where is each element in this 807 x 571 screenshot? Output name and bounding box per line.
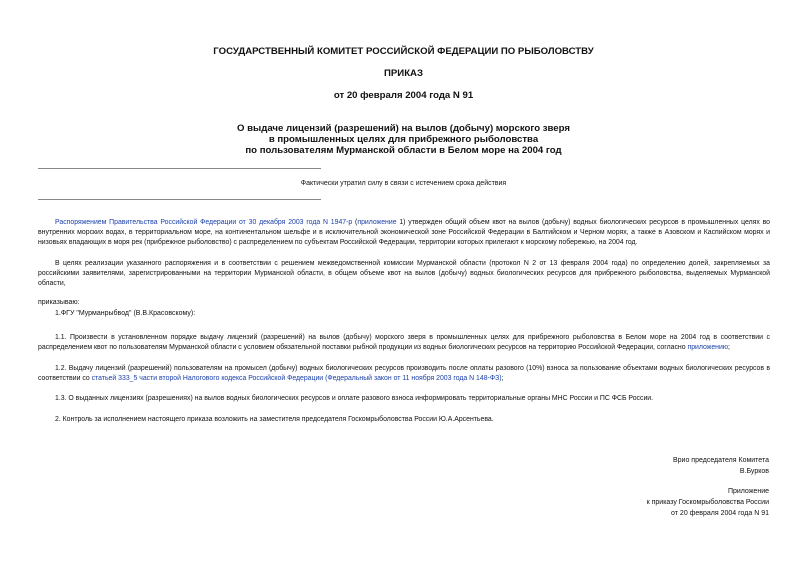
item-1-1-text: 1.1. Произвести в установленном порядке выдачу лицензий (разрешений) на вылов (добычу) морского зверя в промышленных целях для прибрежного рыболовства в Белом море на 2004 год в соответствии с распределением квот по пользователям Мурманской области с условием обязательной поставки рыбной продукции из водных биологических ресурсов на территорию Российской Федерации, согласно: [38, 334, 770, 351]
doc-date-number: от 20 февраля 2004 года N 91: [333, 90, 474, 101]
title-line-2: в промышленных целях для прибрежного рыболовства: [268, 134, 539, 145]
signature-name: В.Бурков: [739, 468, 769, 475]
item-1-2: [38, 364, 770, 384]
item-2: 2. Контроль за исполнением настоящего приказа возложить на заместителя председателя Госкомрыболовства России Ю.А.Арсентьева.: [55, 416, 494, 423]
committee-heading: ГОСУДАРСТВЕННЫЙ КОМИТЕТ РОССИЙСКОЙ ФЕДЕРАЦИИ ПО РЫБОЛОВСТВУ: [213, 46, 594, 57]
signature-position: Врио председателя Комитета: [673, 457, 769, 464]
order-word: приказываю:: [38, 299, 80, 306]
item-1-2-end: ;: [501, 375, 504, 382]
appendix-to-order: к приказу Госкомрыболовства России: [646, 499, 769, 506]
link-appendix-1[interactable]: приложение: [357, 219, 397, 226]
title-line-3: по пользователям Мурманской области в Белом море на 2004 год: [245, 145, 562, 156]
link-appendix[interactable]: приложению: [687, 344, 728, 351]
item-1-2-text: 1.2. Выдачу лицензий (разрешений) пользователям на промысел (добычу) водных биологических ресурсов производить после оплаты разового (10%) взноса за пользование объектами водных биологических ресурсов в соответствии со: [38, 365, 770, 382]
appendix-date: от 20 февраля 2004 года N 91: [671, 510, 769, 517]
item-1-1: [38, 333, 770, 353]
title-line-1: О выдаче лицензий (разрешений) на вылов (добычу) морского зверя: [237, 123, 570, 134]
item-1: 1.ФГУ "Мурманрыбвод" (В.В.Красовскому):: [55, 310, 196, 317]
intro-text-b: 1) утвержден общий объем квот на вылов (добычу) водных биологических ресурсов в промышленных целях во внутренних морских водах, в территориальном море, на континентальном шельфе и в исключительной экономической зоне Российской Федерации в Балтийском и Черном морях, а также в Азовском и Каспийском морях и низовьях впадающих в моря рек (прибрежное рыболовство) с распределением по субъектам Российской Федерации, территории которых прилегают к морскому побережью, на 2004 год.: [38, 219, 770, 246]
paragraph-intro: [38, 218, 770, 248]
link-government-order[interactable]: Распоряжением Правительства Российской Федерации от 30 декабря 2003 года N 1947-р: [55, 219, 353, 226]
intro-text-a: (: [352, 219, 358, 226]
doc-type: ПРИКАЗ: [384, 68, 423, 79]
link-tax-code[interactable]: статьей 333_5 части второй Налогового кодекса Российской Федерации (Федеральный закон от 11 ноября 2003 года N 148-ФЗ): [91, 375, 502, 382]
appendix-label: Приложение: [727, 488, 769, 495]
divider-top: [38, 168, 321, 169]
status-note: Фактически утратил силу в связи с истечением срока действия: [300, 180, 507, 187]
item-1-3: 1.3. О выданных лицензиях (разрешениях) на вылов водных биологических ресурсов и оплате разового взноса информировать территориальные органы МНС России и ПС ФСБ России.: [55, 395, 654, 402]
item-1-1-end: ;: [728, 344, 730, 351]
paragraph-purpose: В целях реализации указанного распоряжения и в соответствии с решением межведомственной комиссии Мурманской области (протокол N 2 от 13 февраля 2004 года) по определению долей, закрепляемых за российскими заявителями, зарегистрированными на территории Мурманской области, в общем объеме квот на вылов (добычу) водных биологических ресурсов для прибрежного рыболовства, выделяемых Мурманской области,: [38, 260, 770, 287]
divider-bottom: [38, 199, 321, 200]
